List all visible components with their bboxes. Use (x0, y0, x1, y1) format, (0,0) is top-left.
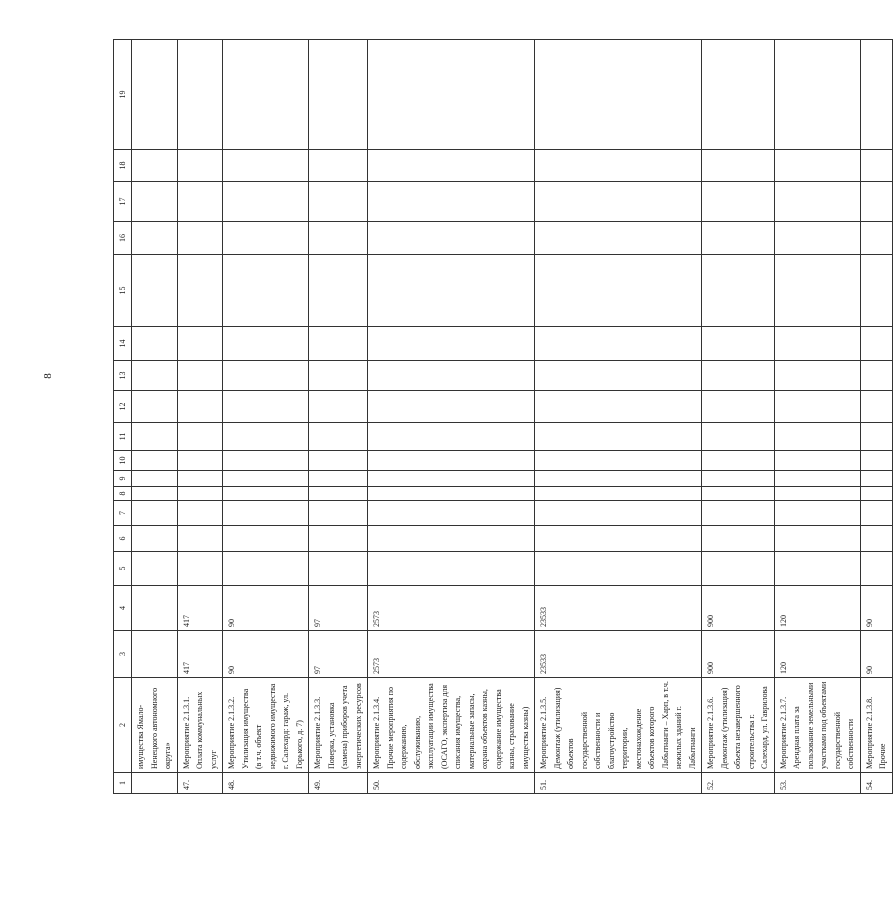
amount-cell: 97 (309, 631, 368, 678)
table-row (774, 40, 860, 794)
amount-cell: 120 (774, 586, 860, 631)
measure-name: Мероприятие 2.1.3.6. Демонтаж (утилизация) объекта незавершенного строительства г. Салехард, ул. Гаврилова (702, 678, 775, 773)
column-header: 11 (114, 423, 132, 451)
amount-cell (132, 631, 178, 678)
measure-name: Мероприятие 2.1.3.5. Демонтаж (утилизация) объектов государственной собственности и благоустройство территории, местонахождение объектов которого Лабытнанги – Харп, в т.ч. нежилых зданий г. Лабытнанги (535, 678, 702, 773)
row-number: 48. (223, 773, 309, 794)
amount-cell: 417 (177, 586, 223, 631)
table-row (177, 40, 223, 794)
column-header: 8 (114, 487, 132, 501)
column-header: 13 (114, 361, 132, 391)
amount-cell: 90 (860, 586, 892, 631)
measure-name: Мероприятие 2.1.3.1. Оплата коммунальных услуг (177, 678, 223, 773)
measure-name: Мероприятие 2.1.3.2. Утилизация имущества (в т.ч. объект недвижимого имущества г. Салехард: гараж, ул. Горького, д. 7) (223, 678, 309, 773)
column-header: 9 (114, 471, 132, 487)
row-number: 53. (774, 773, 860, 794)
amount-cell: 900 (702, 631, 775, 678)
amount-cell: 2573 (368, 586, 535, 631)
column-header: 10 (114, 451, 132, 471)
rotated-table-wrapper (113, 40, 887, 794)
amount-cell: 90 (223, 631, 309, 678)
table-row (223, 40, 309, 794)
column-header: 5 (114, 552, 132, 586)
amount-cell: 97 (309, 586, 368, 631)
table-row (535, 40, 702, 794)
column-header: 17 (114, 182, 132, 222)
row-number: 50. (368, 773, 535, 794)
measure-name: Мероприятие 2.1.3.4. Прочие мероприятия по содержанию, обслуживанию, эксплуатации имущества (ОСАГО, экспертиза для списания имущества, материальные запасы, охрана объектов казны, содержание имущества казны, страхование имущества казны) (368, 678, 535, 773)
amount-cell: 417 (177, 631, 223, 678)
column-header: 18 (114, 150, 132, 182)
column-header: 12 (114, 391, 132, 423)
budget-table (113, 39, 893, 794)
column-header: 2 (114, 678, 132, 773)
amount-cell: 90 (860, 631, 892, 678)
column-header: 16 (114, 222, 132, 255)
column-header: 6 (114, 526, 132, 552)
column-header: 7 (114, 501, 132, 526)
measure-name: имущества Ямало-Ненецкого автономного округа» (132, 678, 178, 773)
measure-name: Мероприятие 2.1.3.7. Арендная плата за пользование земельными участками под объектами государственной собственности (774, 678, 860, 773)
row-number: 52. (702, 773, 775, 794)
page-number: 8 (42, 373, 54, 379)
measure-name: Мероприятие 2.1.3.3. Поверка, установка (замена) приборов учета энергетических ресурсов (309, 678, 368, 773)
column-header: 3 (114, 631, 132, 678)
table-row (132, 40, 178, 794)
amount-cell: 23533 (535, 586, 702, 631)
row-number (132, 773, 178, 794)
amount-cell (132, 586, 178, 631)
amount-cell: 90 (223, 586, 309, 631)
row-number: 54. (860, 773, 892, 794)
row-number: 49. (309, 773, 368, 794)
table-row (309, 40, 368, 794)
amount-cell: 23533 (535, 631, 702, 678)
column-header: 19 (114, 40, 132, 150)
measure-name: Мероприятие 2.1.3.8. Прочие (860, 678, 892, 773)
amount-cell: 900 (702, 586, 775, 631)
table-row (368, 40, 535, 794)
column-header: 1 (114, 773, 132, 794)
amount-cell: 120 (774, 631, 860, 678)
amount-cell: 2573 (368, 631, 535, 678)
column-header: 14 (114, 327, 132, 361)
header-row (114, 40, 132, 794)
column-header: 4 (114, 586, 132, 631)
row-number: 47. (177, 773, 223, 794)
table-row (702, 40, 775, 794)
column-header: 15 (114, 255, 132, 327)
table-row (860, 40, 892, 794)
row-number: 51. (535, 773, 702, 794)
